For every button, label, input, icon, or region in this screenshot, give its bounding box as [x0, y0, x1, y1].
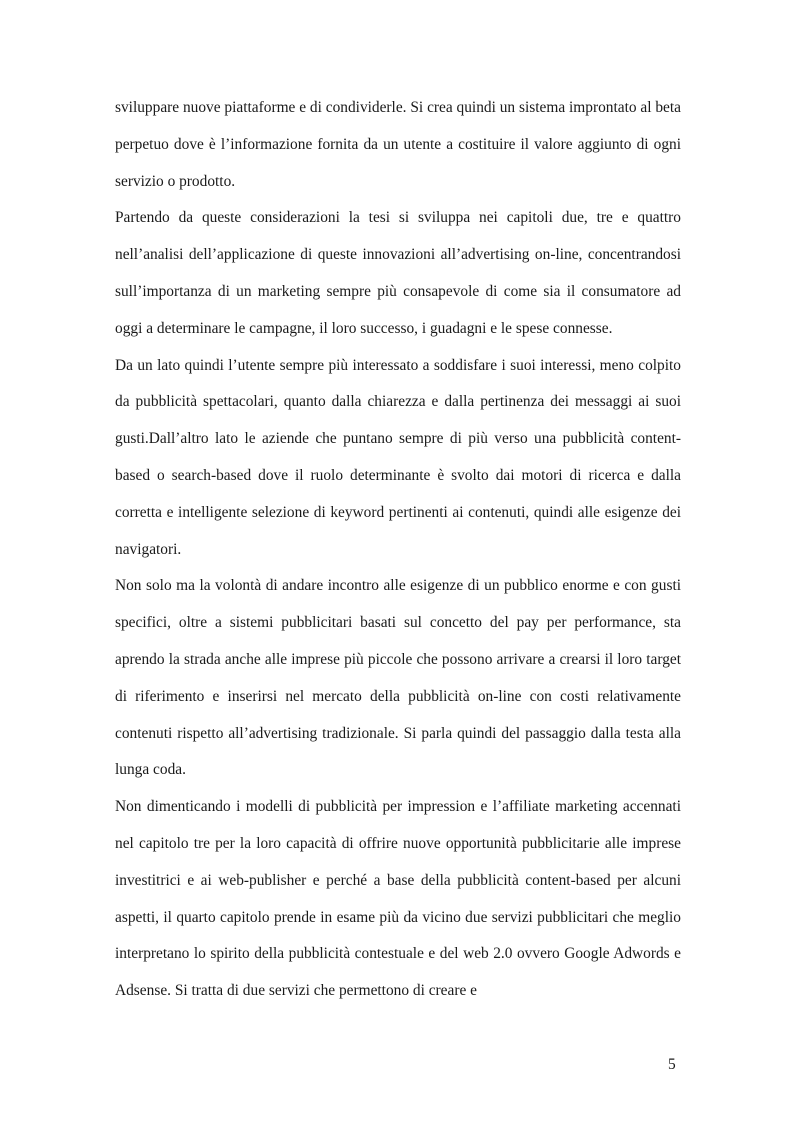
- paragraph-1: sviluppare nuove piattaforme e di condividerle. Si crea quindi un sistema improntato al beta perpetuo dove è l’informazione fornita da un utente a costituire il valore aggiunto di ogni servizio o prodotto.: [115, 99, 681, 190]
- paragraph-5: Non dimenticando i modelli di pubblicità per impression e l’affiliate marketing accennati nel capitolo tre per la loro capacità di offrire nuove opportunità pubblicitarie alle imprese investitrici e ai web-publisher e perché a base della pubblicità content-based per alcuni aspetti, il quarto capitolo prende in esame più da vicino due servizi pubblicitari che meglio interpretano lo spirito della pubblicità contestuale e del web 2.0 ovvero Google Adwords e Adsense. Si tratta di due servizi che permettono di creare e: [115, 798, 681, 1000]
- paragraph-3: Da un lato quindi l’utente sempre più interessato a soddisfare i suoi interessi, meno colpito da pubblicità spettacolari, quanto dalla chiarezza e dalla pertinenza dei messaggi ai suoi gusti.Dall’altro lato le aziende che puntano sempre di più verso una pubblicità content-based o search-based dove il ruolo determinante è svolto dai motori di ricerca e dalla corretta e intelligente selezione di keyword pertinenti ai contenuti, quindi alle esigenze dei navigatori.: [115, 356, 681, 558]
- paragraph-4: Non solo ma la volontà di andare incontro alle esigenze di un pubblico enorme e con gusti specifici, oltre a sistemi pubblicitari basati sul concetto del pay per performance, sta aprendo la strada anche alle imprese più piccole che possono arrivare a crearsi il loro target di riferimento e inserirsi nel mercato della pubblicità on-line con costi relativamente contenuti rispetto all’advertising tradizionale. Si parla quindi del passaggio dalla testa alla lunga coda.: [115, 577, 681, 779]
- page-number: 5: [668, 1056, 676, 1073]
- paragraph-2: Partendo da queste considerazioni la tesi si sviluppa nei capitoli due, tre e quattro nell’analisi dell’applicazione di queste innovazioni all’advertising on-line, concentrandosi sull’importanza di un marketing sempre più consapevole di come sia il consumatore ad oggi a determinare le campagne, il loro successo, i guadagni e le spese connesse.: [115, 209, 681, 337]
- body-text: [115, 90, 681, 1010]
